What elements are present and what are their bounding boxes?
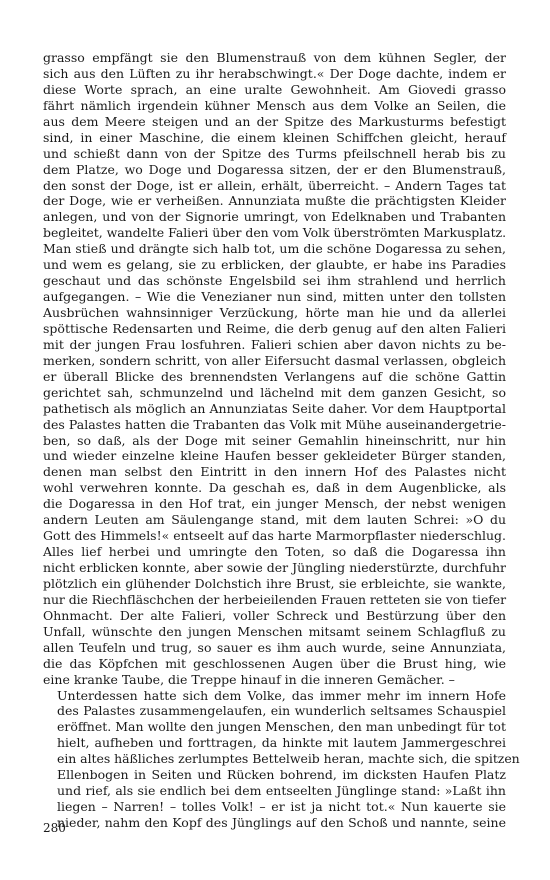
text-line: eine kranke Taube, die Treppe hinauf in die inneren Gemächer. – — [43, 671, 455, 687]
text-line: des Palastes hatten die Trabanten das Volk mit Mühe auseinandergetrie- — [43, 416, 506, 432]
text-line: dem Platze, wo Doge und Dogaressa sitzen, der er den Blumenstrauß, — [43, 161, 506, 177]
text-line: allen Teufeln und trug, so sauer es ihm auch wurde, seine Annunziata, — [43, 639, 506, 655]
text-line: aufgegangen. – Wie die Venezianer nun sind, mitten unter den tollsten — [43, 289, 506, 305]
paragraph — [43, 50, 506, 688]
text-line: des Palastes zusammengelaufen, ein wunderlich seltsames Schauspiel — [57, 703, 506, 719]
text-line: Unterdessen hatte sich dem Volke, das immer mehr im innern Hofe — [57, 687, 506, 703]
text-line: Ohnmacht. Der alte Falieri, voller Schreck und Bestürzung über den — [43, 607, 506, 623]
text-line: fährt nämlich irgendein kühner Mensch aus dem Volke an Seilen, die — [43, 97, 506, 113]
text-line: die das Köpfchen mit geschlossenen Augen über die Brust hing, wie — [43, 655, 506, 671]
text-line: Alles lief herbei und umringte den Toten, so daß die Dogaressa ihn — [43, 544, 506, 560]
page-number: 280 — [43, 821, 66, 835]
text-line: diese Worte sprach, an eine uralte Gewohnheit. Am Giovedi grasso — [43, 81, 506, 97]
text-line: geschaut und das schönste Engelsbild sei ihm strahlend und herrlich — [43, 273, 506, 289]
paragraph — [43, 687, 520, 831]
text-line: und wem es gelang, sie zu erblicken, der glaubte, er habe ins Paradies — [43, 257, 506, 273]
text-line: andern Leuten am Säulengange stand, mit dem lauten Schrei: »O du — [43, 512, 506, 528]
text-line: merken, sondern schritt, von aller Eifersucht dasmal verlassen, obgleich — [43, 352, 506, 368]
text-line: die Dogaressa in den Hof trat, ein junger Mensch, der nebst wenigen — [43, 496, 506, 512]
text-line: der Doge, wie er verheißen. Annunziata mußte die prächtigsten Kleider — [43, 193, 506, 209]
text-line: liegen – Narren! – tolles Volk! – er ist ja nicht tot.« Nun kauerte sie — [57, 799, 506, 815]
text-line: Ausbrüchen wahnsinniger Verzückung, hörte man hie und da allerlei — [43, 305, 506, 320]
text-line: Man stieß und drängte sich halb tot, um die schöne Dogaressa zu sehen, — [43, 241, 506, 257]
text-line: ein altes häßliches zerlumptes Bettelweib heran, machte sich, die spitzen — [57, 751, 520, 767]
text-line: Gott des Himmels!« entseelt auf das harte Marmorpflaster niederschlug. — [43, 528, 506, 544]
text-line: sind, in einer Maschine, die einem kleinen Schiffchen gleicht, herauf — [43, 129, 506, 145]
text-line: nicht erblicken konnte, aber sowie der Jüngling niederstürzte, durchfuhr — [43, 560, 506, 575]
text-line: plötzlich ein glühender Dolchstich ihre Brust, sie erbleichte, sie wankte, — [43, 575, 506, 591]
text-line: spöttische Redensarten und Reime, die derb genug auf den alten Falieri — [43, 320, 506, 336]
text-line: und rief, als sie endlich bei dem entseelten Jünglinge stand: »Laßt ihn — [57, 783, 506, 799]
text-line: den sonst der Doge, ist er allein, erhält, überreicht. – Andern Tages tat — [43, 177, 506, 193]
text-line: er überall Blicke des brennendsten Verlangens auf die schöne Gattin — [43, 368, 506, 384]
text-line: eröffnet. Man wollte den jungen Menschen, den man unbedingt für tot — [57, 719, 506, 735]
text-line: gerichtet sah, schmunzelnd und lächelnd mit dem ganzen Gesicht, so — [43, 384, 506, 400]
text-line: anlegen, und von der Signorie umringt, von Edelknaben und Trabanten — [43, 209, 506, 225]
text-line: Ellenbogen in Seiten und Rücken bohrend, im dicksten Haufen Platz — [57, 767, 506, 783]
text-line: und wieder einzelne kleine Haufen besser gekleideter Bürger standen, — [43, 448, 506, 464]
text-line: mit der jungen Frau losfuhren. Falieri schien aber davon nichts zu be- — [43, 336, 506, 352]
text-line: nieder, nahm den Kopf des Jünglings auf den Schoß und nannte, seine — [57, 815, 506, 830]
text-line: sich aus den Lüften zu ihr herabschwingt.« Der Doge dachte, indem er — [43, 65, 506, 81]
text-line: denen man selbst den Eintritt in den innern Hof des Palastes nicht — [43, 464, 506, 480]
text-line: hielt, aufheben und forttragen, da hinkte mit lautem Jammergeschrei — [57, 735, 506, 751]
text-line: Unfall, wünschte den jungen Menschen mitsamt seinem Schlagfluß zu — [43, 623, 506, 639]
text-line: ben, so daß, als der Doge mit seiner Gemahlin hineinschritt, nur hin — [43, 432, 506, 448]
text-line: aus dem Meere steigen und an der Spitze des Markusturms befestigt — [43, 113, 506, 129]
text-line: grasso empfängt sie den Blumenstrauß von dem kühnen Segler, der — [43, 50, 506, 65]
text-line: begleitet, wandelte Falieri über den vom Volk überströmten Markusplatz. — [43, 225, 506, 241]
text-line: nur die Riechfläschchen der herbeieilenden Frauen retteten sie von tiefer — [43, 591, 506, 607]
text-line: und schießt dann von der Spitze des Turms pfeilschnell herab bis zu — [43, 145, 506, 161]
text-line: wohl verwehren konnte. Da geschah es, daß in dem Augenblicke, als — [43, 480, 506, 496]
text-line: pathetisch als möglich an Annunziatas Seite daher. Vor dem Hauptportal — [43, 400, 506, 416]
body-text — [43, 50, 520, 831]
